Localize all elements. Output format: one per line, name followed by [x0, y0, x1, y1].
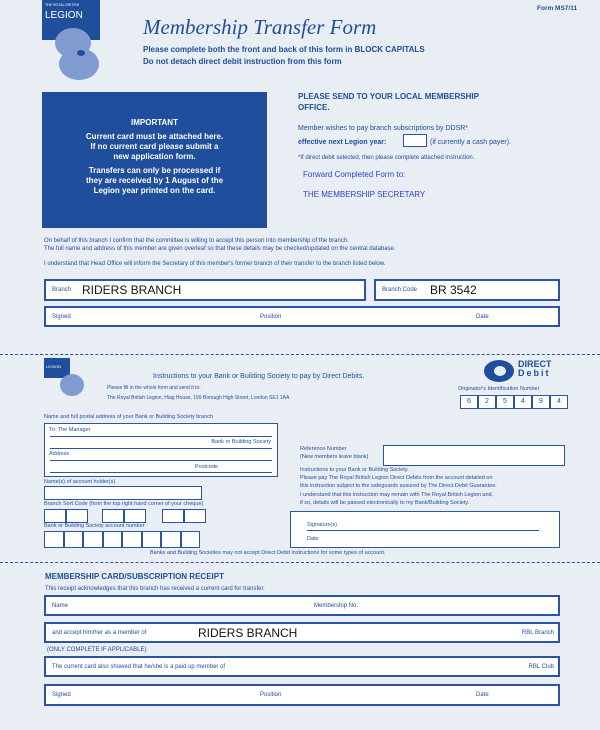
important-text: Current card must be attached here. [85, 132, 224, 141]
sort-code-box[interactable] [124, 509, 146, 523]
signed-label: Signed [52, 313, 71, 320]
account-number-box[interactable] [122, 531, 142, 548]
sort-code-label: Branch Sort Code (from the top right hand corner of your cheque) [44, 501, 204, 507]
effective-label: effective next Legion year: [298, 139, 387, 146]
accept-label: and accept him/her as a member of [52, 629, 147, 636]
club-text: The current card also showed that he/she is a paid up member of [52, 663, 226, 670]
membership-no-label: Membership No. [314, 602, 359, 609]
signature-field[interactable] [290, 511, 560, 548]
branch-code-value: BR 3542 [430, 283, 477, 297]
sort-code-box[interactable] [162, 509, 184, 523]
instruction-line: Please pay The Royal British Legion Direct Debits from the account detailed on [300, 475, 493, 482]
account-number-box[interactable] [103, 531, 123, 548]
bank-address-field[interactable] [44, 423, 278, 477]
tear-line [0, 354, 600, 355]
logo-small-text: THE ROYAL BRITISH [45, 3, 80, 7]
account-number-box[interactable] [181, 531, 201, 548]
receipt-intro: This receipt acknowledges that this branch has received a current card for transfer. [45, 586, 265, 592]
important-text: they are received by 1 August of the [85, 176, 224, 185]
bank-address-label: Name and full postal address of your Bank or Building Society branch [44, 414, 214, 420]
originator-digit: 4 [550, 395, 568, 409]
signed-label: Signed [52, 692, 71, 698]
important-heading: IMPORTANT [131, 118, 178, 127]
account-number-box[interactable] [83, 531, 103, 548]
ddsr-text: Member wishes to pay branch subscriptions by DDSR* [298, 125, 469, 132]
logo-main-text: LEGION [45, 10, 83, 21]
instruction-line: this instruction subject to the safeguards assured by The Direct Debit Guarantee. [300, 483, 497, 490]
name-membership-field[interactable] [44, 595, 560, 616]
dd-date-label: Date [307, 536, 319, 542]
instruction-line: if so, details will be passed electronically to my Bank/Building Society. [300, 499, 470, 506]
account-holders-input[interactable] [44, 486, 202, 500]
effective-year-input[interactable] [403, 134, 427, 147]
important-text: If no current card please submit a [90, 142, 219, 151]
address-label: Address [49, 451, 70, 457]
dd-note: *If direct debit selected, then please complete attached instruction. [298, 155, 475, 161]
branch-label: Branch [52, 287, 72, 293]
branch-field[interactable] [44, 279, 366, 301]
reference-number-input[interactable] [383, 445, 565, 466]
sort-code-box[interactable] [102, 509, 124, 523]
confirm-text: I understand that Head Office will inform the Secretary of this member's former branch of their transfer to the branch listed below. [44, 261, 386, 267]
subtitle-1: Please complete both the front and back of this form in BLOCK CAPITALS [143, 45, 425, 54]
position-label: Position [260, 692, 282, 698]
rbl-club-label: RBL Club [528, 663, 554, 670]
tear-line [0, 562, 600, 563]
important-text: Legion year printed on the card. [93, 186, 216, 195]
position-label: Position [260, 313, 282, 320]
account-number-box[interactable] [44, 531, 64, 548]
account-number-label: Bank or Building Society account number [44, 523, 145, 529]
receipt-signed-field[interactable] [44, 684, 560, 706]
name-label: Name [52, 602, 69, 609]
sort-code-box[interactable] [184, 509, 206, 523]
form-code: Form MS7/11 [537, 5, 578, 12]
originator-digit: 9 [532, 395, 550, 409]
logo-text: LEGION [46, 364, 62, 369]
dd-title: Instructions to your Bank or Building Society to pay by Direct Debits. [153, 373, 365, 380]
sort-code-box[interactable] [44, 509, 66, 523]
important-text: Transfers can only be processed if [88, 166, 221, 175]
poppy-icon-small [60, 374, 84, 396]
date-label: Date [476, 313, 489, 320]
holders-label: Name(s) of account holder(s) [44, 479, 116, 485]
receipt-heading: MEMBERSHIP CARD/SUBSCRIPTION RECEIPT [45, 572, 224, 581]
instruction-line: I understand that this instruction may remain with The Royal British Legion and, [300, 491, 494, 498]
date-label: Date [476, 692, 489, 698]
dd-address: The Royal British Legion, Haig House, 199 Borough High Street, London SE1 1AA [107, 395, 290, 401]
important-box [42, 92, 267, 228]
confirm-text: On behalf of this branch I confirm that the committee is willing to accept this person into membership of the branch. [44, 238, 349, 244]
rbl-branch-label: RBL Branch [521, 629, 554, 636]
originator-digit: 6 [460, 395, 478, 409]
branch-code-label: Branch Code [382, 287, 418, 293]
signature-label: Signature(s) [307, 522, 337, 528]
branch-value: RIDERS BRANCH [82, 283, 182, 297]
originator-digit: 2 [478, 395, 496, 409]
originator-digit: 5 [496, 395, 514, 409]
forward-text: Forward Completed Form to: [303, 170, 406, 179]
signed-position-date-field[interactable] [44, 306, 560, 327]
only-if-applicable: (ONLY COMPLETE IF APPLICABLE) [47, 647, 147, 653]
cash-payer-text: (if currently a cash payer). [430, 139, 511, 146]
instruction-line: Instructions to your Bank or Building Society. [300, 467, 409, 473]
account-number-box[interactable] [142, 531, 162, 548]
reference-sublabel: (New members leave blank) [300, 454, 369, 460]
dd-note: Banks and Building Societies may not accept Direct Debit instructions for some types of account. [150, 550, 386, 556]
important-text: new application form. [113, 152, 196, 161]
rbl-club-field[interactable] [44, 656, 560, 677]
send-heading-2: OFFICE. [298, 103, 330, 112]
accept-member-field[interactable] [44, 622, 560, 643]
subtitle-2: Do not detach direct debit instruction from this form [143, 57, 342, 66]
secretary-text: THE MEMBERSHIP SECRETARY [303, 190, 426, 199]
send-heading: PLEASE SEND TO YOUR LOCAL MEMBERSHIP [298, 92, 479, 101]
dd-logo-text: Debit [518, 368, 551, 378]
dd-logo-text: DIRECT [518, 359, 552, 369]
account-number-box[interactable] [64, 531, 84, 548]
bank-society-label: Bank or Building Society [211, 439, 271, 445]
reference-label: Reference Number [300, 446, 347, 452]
branch-code-field[interactable] [374, 279, 560, 301]
accept-branch-value: RIDERS BRANCH [198, 625, 298, 640]
poppy-icon [55, 28, 107, 80]
account-number-box[interactable] [161, 531, 181, 548]
to-manager: To: The Manager [49, 427, 91, 433]
direct-debit-logo [484, 360, 568, 384]
postcode-label: Postcode [195, 464, 218, 470]
page-title: Membership Transfer Form [143, 15, 377, 39]
sort-code-box[interactable] [66, 509, 88, 523]
confirm-text: The full name and address of this member are given overleaf so that these details may be checked/updated on the central database. [44, 246, 396, 252]
dd-fill-text: Please fill in the whole form and send it to: [107, 385, 201, 391]
originator-label: Originator's Identification Number [458, 386, 540, 392]
originator-digit: 4 [514, 395, 532, 409]
dd-instructions [300, 466, 497, 507]
